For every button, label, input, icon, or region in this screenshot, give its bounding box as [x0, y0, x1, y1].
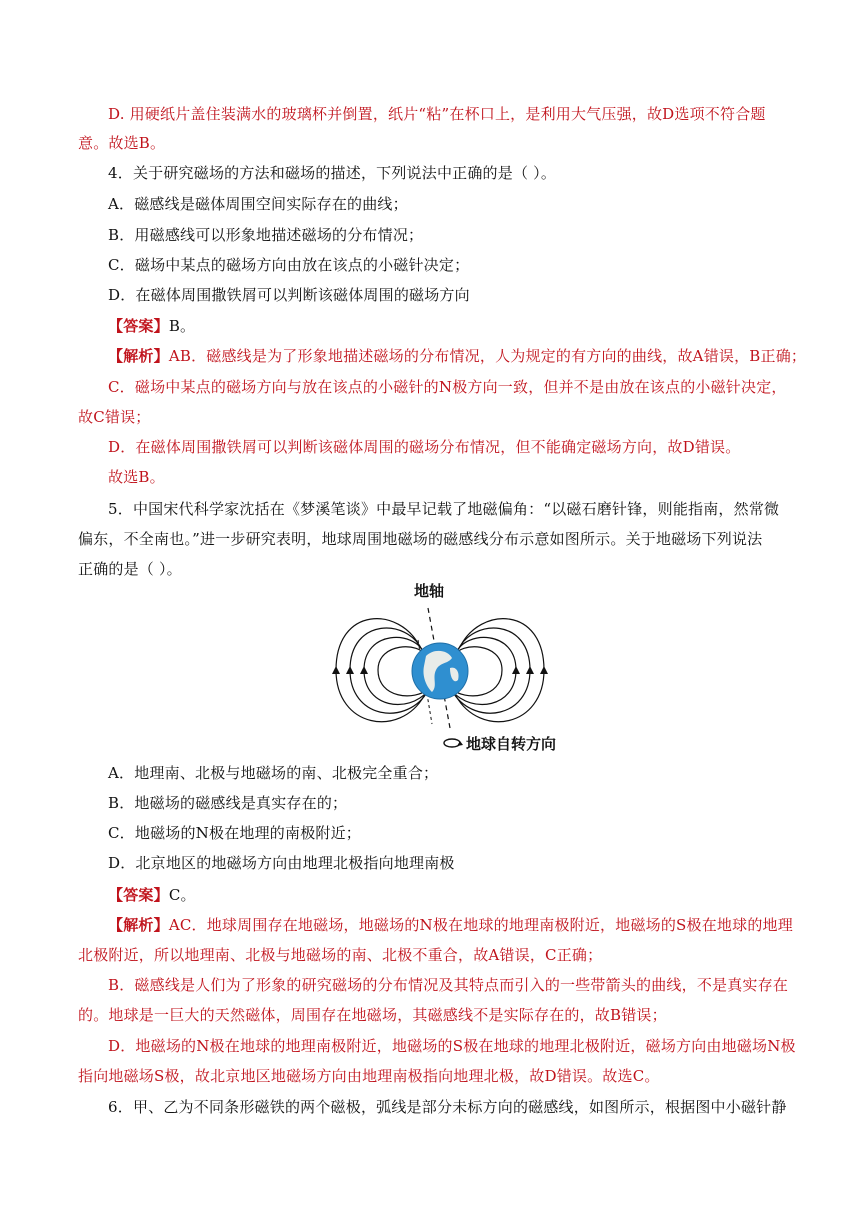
analysis-line: 的。地球是一巨大的天然磁体，周围存在地磁场，其磁感线不是实际存在的，故B错误；	[78, 1006, 667, 1024]
arrow-icon	[332, 666, 340, 674]
question-6-stem: 6．甲、乙为不同条形磁铁的两个磁极，弧线是部分未标方向的磁感线，如图所示，根据图中小磁针静	[108, 1098, 787, 1116]
analysis-line: D．在磁体周围撒铁屑可以判断该磁体周围的磁场分布情况，但不能确定磁场方向，故D错误。	[108, 438, 741, 456]
arrow-icon	[526, 666, 534, 674]
question-4-stem: 4．关于研究磁场的方法和磁场的描述，下列说法中正确的是（ ）。	[108, 164, 557, 182]
option-a: A．地理南、北极与地磁场的南、北极完全重合；	[108, 764, 439, 782]
analysis-line: 【解析】AC．地球周围存在地磁场，地磁场的N极在地球的地理南极附近，地磁场的S极在地球的地理	[108, 916, 793, 934]
question-5-stem: 5．中国宋代科学家沈括在《梦溪笔谈》中最早记载了地磁偏角：“以磁石磨针锋，则能指南，然常微	[108, 500, 780, 518]
rotation-arrowhead-icon	[457, 741, 463, 746]
question-5-stem: 正确的是（ ）。	[78, 560, 182, 578]
answer-tag: 【答案】	[108, 317, 169, 335]
arrow-icon	[540, 666, 548, 674]
analysis-line: 北极附近，所以地理南、北极与地磁场的南、北极不重合，故A错误，C正确；	[78, 946, 603, 964]
magnetic-field-diagram	[300, 578, 580, 756]
analysis-line: B．磁感线是人们为了形象的研究磁场的分布情况及其特点而引入的一些带箭头的曲线，不是真实存在	[108, 976, 789, 994]
analysis-line: D．地磁场的N极在地球的地理南极附近，地磁场的S极在地球的地理北极附近，磁场方向由地磁场N极	[108, 1037, 796, 1055]
arrow-icon	[346, 666, 354, 674]
text-line: D. 用硬纸片盖住装满水的玻璃杯并倒置，纸片“粘”在杯口上，是利用大气压强，故D选项不符合题	[108, 105, 766, 123]
answer-tag: 【答案】	[108, 886, 169, 904]
option-d: D．北京地区的地磁场方向由地理北极指向地理南极	[108, 854, 455, 872]
analysis-tag: 【解析】	[108, 916, 169, 934]
analysis-line: 故选B。	[108, 468, 165, 486]
option-b: B．地磁场的磁感线是真实存在的；	[108, 794, 348, 812]
option-d: D．在磁体周围撒铁屑可以判断该磁体周围的磁场方向	[108, 286, 470, 304]
option-c: C．地磁场的N极在地理的南极附近；	[108, 824, 362, 842]
option-c: C．磁场中某点的磁场方向由放在该点的小磁针决定；	[108, 256, 470, 274]
axis-label: 地轴	[414, 582, 445, 600]
earth-magnetic-field-figure	[300, 578, 580, 756]
analysis-line: 指向地磁场S极，故北京地区地磁场方向由地理南极指向地理北极，故D错误。故选C。	[78, 1067, 660, 1085]
analysis-tag: 【解析】	[108, 347, 169, 365]
arrow-icon	[360, 666, 368, 674]
analysis-line: 【解析】AB．磁感线是为了形象地描述磁场的分布情况，人为规定的有方向的曲线，故A错误，B正确；	[108, 347, 807, 365]
analysis-line: 故C错误；	[78, 408, 151, 426]
answer-line: 【答案】B。	[108, 317, 196, 335]
arrow-icon	[512, 666, 520, 674]
analysis-line: C．磁场中某点的磁场方向与放在该点的小磁针的N极方向一致，但并不是由放在该点的小磁针决定，	[108, 378, 787, 396]
option-a: A．磁感线是磁体周围空间实际存在的曲线；	[108, 195, 408, 213]
text-line: 意。故选B。	[78, 134, 166, 152]
question-5-stem: 偏东，不全南也。”进一步研究表明，地球周围地磁场的磁感线分布示意如图所示。关于地磁场下列说法	[78, 530, 763, 548]
rotation-label: 地球自转方向	[466, 735, 557, 753]
option-b: B．用磁感线可以形象地描述磁场的分布情况；	[108, 226, 424, 244]
answer-line: 【答案】C。	[108, 886, 196, 904]
